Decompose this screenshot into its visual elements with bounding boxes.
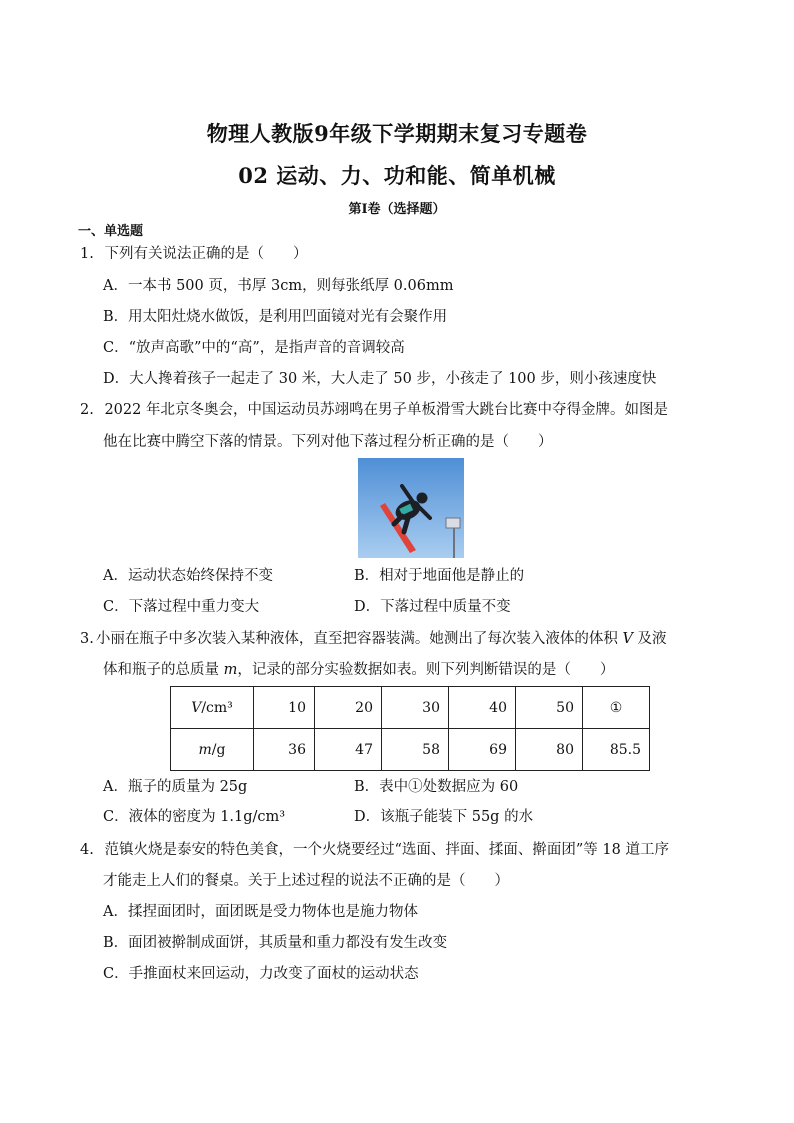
q2-option-c: C．下落过程中重力变大 [103,599,260,615]
stem-text: 体和瓶子的总质量 [103,662,224,678]
q2-option-d: D．下落过程中质量不变 [354,599,511,615]
question-stem: 范镇火烧是泰安的特色美食，一个火烧要经过“选面、拌面、揉面、擀面团”等 18 道工序 [104,842,669,858]
table-cell: 69 [449,729,516,771]
question-2 [80,400,668,420]
question-4-stem-cont: 才能走上人们的餐桌。关于上述过程的说法不正确的是（ ） [103,873,509,889]
q1-option-c: C．“放声高歌”中的“高”，是指声音的音调较高 [103,340,405,356]
table-cell: 10 [254,687,315,729]
table-cell: ① [583,687,650,729]
question-number: 2. [80,402,94,418]
question-stem: 小丽在瓶子中多次装入某种液体，直至把容器装满。她测出了每次装入液体的体积 [95,631,623,647]
q4-option-a: A．揉捏面团时，面团既是受力物体也是施力物体 [103,904,418,920]
q3-option-c: C．液体的密度为 1.1g/cm³ [103,809,286,825]
table-cell: 85.5 [583,729,650,771]
table-cell: 80 [516,729,583,771]
label-unit: /cm³ [201,699,233,716]
q4-option-b: B．面团被擀制成面饼，其质量和重力都没有发生改变 [103,935,448,951]
variable-v: V [622,631,633,647]
question-3 [80,629,667,649]
table-row-mass [171,729,650,771]
question-3-stem-cont [103,660,614,680]
question-1 [80,244,307,264]
data-table [170,686,650,771]
exam-title: 物理人教版9年级下学期期末复习专题卷 [206,121,588,146]
label-var: m [198,741,212,758]
q1-option-a: A．一本书 500 页，书厚 3cm，则每张纸厚 0.06mm [103,278,454,294]
table-cell: 30 [382,687,449,729]
question-number: 3. [80,631,94,647]
question-number: 4. [80,842,94,858]
variable-m: m [223,662,238,678]
q3-option-b: B．表中①处数据应为 60 [354,779,519,795]
q1-option-d: D．大人搀着孩子一起走了 30 米，大人走了 50 步，小孩走了 100 步，则小孩速度快 [103,371,657,387]
snowboarder-photo [358,458,464,558]
exam-subtitle-topic: 02 运动、力、功和能、简单机械 [238,163,556,188]
row-label-mass [171,729,254,771]
q1-option-b: B．用太阳灶烧水做饭，是利用凹面镜对光有会聚作用 [103,309,448,325]
volume-label: 第I卷（选择题） [348,202,446,217]
question-stem-tail: 及液 [632,631,667,647]
section-heading: 一、单选题 [78,224,144,239]
q3-option-d: D．该瓶子能装下 55g 的水 [354,809,534,825]
q3-option-a: A．瓶子的质量为 25g [103,779,248,795]
question-number: 1. [80,246,94,262]
snowboarder-illustration [358,458,464,558]
table-cell: 36 [254,729,315,771]
table-row-volume [171,687,650,729]
table-cell: 47 [315,729,382,771]
q4-option-c: C．手推面杖来回运动，力改变了面杖的运动状态 [103,966,419,982]
table-cell: 58 [382,729,449,771]
question-2-stem-cont: 他在比赛中腾空下落的情景。下列对他下落过程分析正确的是（ ） [103,434,553,450]
q2-option-a: A．运动状态始终保持不变 [103,568,273,584]
q2-option-b: B．相对于地面他是静止的 [354,568,525,584]
stem-text-tail: ，记录的部分实验数据如表。则下列判断错误的是（ ） [237,662,615,678]
table-cell: 40 [449,687,516,729]
question-4 [80,840,669,860]
table-cell: 50 [516,687,583,729]
question-stem: 下列有关说法正确的是（ ） [104,246,308,262]
table-cell: 20 [315,687,382,729]
label-var: V [191,699,202,716]
row-label-volume [171,687,254,729]
label-unit: /g [211,741,226,758]
question-stem: 2022 年北京冬奥会，中国运动员苏翊鸣在男子单板滑雪大跳台比赛中夺得金牌。如图是 [104,402,668,418]
